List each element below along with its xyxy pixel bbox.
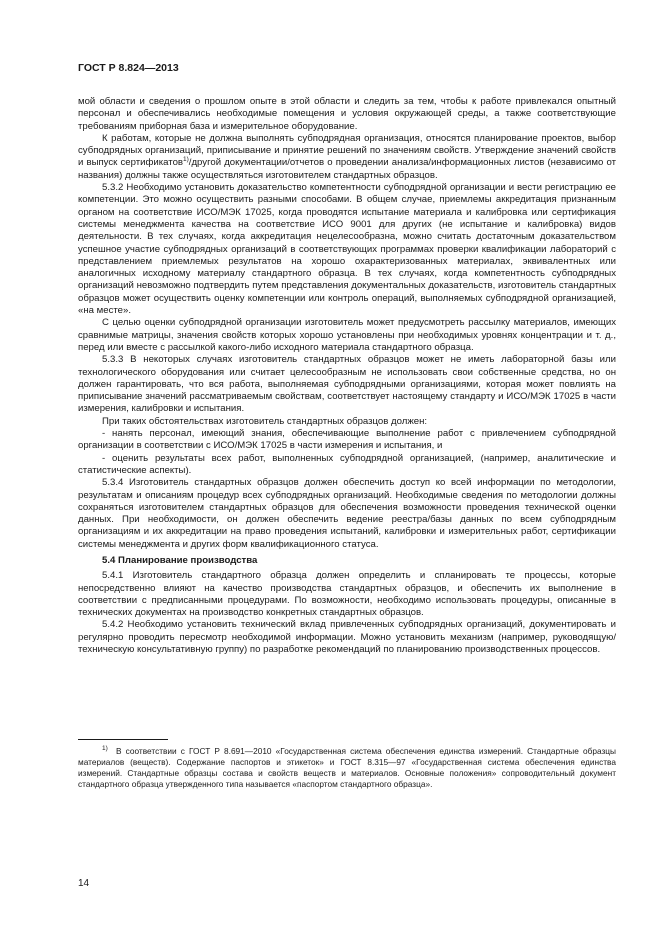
paragraph-obligations: При таких обстоятельствах изготовитель стандартных образцов должен: bbox=[102, 415, 428, 427]
paragraph-text: /другой документации/отчетов о проведении анализа/информационных листов (независимо от названия) должны также осуществляться изготовителем стандартных образцов. bbox=[78, 157, 616, 181]
main-text bbox=[78, 96, 616, 656]
paragraph-text: К работам, которые не должна выполнять субподрядная организация, относятся планирование проектов, выбор субподрядных организаций, приписывание и принятие решений по значениям свойств. Утверждение значений свойств и выпуск сертификатов bbox=[78, 132, 616, 169]
paragraph-continuation: мой области и сведения о прошлом опыте в этой области и следить за тем, чтобы к работе привлекался опытный персонал и обеспечивались необходимые помещения и условия окружающей среды, а также соответствующие требованиям приборная база и измерительное оборудование. bbox=[78, 96, 616, 132]
footnote-marker: 1) bbox=[102, 745, 108, 753]
footnote-reference: 1) bbox=[183, 156, 189, 164]
paragraph-5-3-2: 5.3.2 Необходимо установить доказательство компетентности субподрядной организации и вести регистрацию ее компетенции. Это можно осуществить разными способами. В общем случае, приемлемы аккредитация признанным органом на соответствие ИСО/МЭК 17025, когда проводятся испытание материала и калибровка или сертификация системы менеджмента качества на соответствие ИСО 9001 для других (не испытание и калибровка) видов деятельности. В тех случаях, когда аккредитация нецелесообразна, можно считать достаточным доказательством успешное участие субподрядных организаций в соответствующих программах проверки квалификации лабораторий с представлением приемлемых результатов на хорошо охарактеризованных материалах, эквивалентных или аналогичных исходному материалу стандартного образца. В тех случаях, когда компетентность субподрядных организаций невозможно подтвердить путем представления документальных доказательств, изготовитель стандартных образцов может осуществить оценку компетенции или контроль операций, выполняемых субподрядной организацией, «на месте». bbox=[78, 182, 616, 317]
paragraph-5-3-4: 5.3.4 Изготовитель стандартных образцов должен обеспечить доступ ко всей информации по методологии, результатам и описаниям процедур всех субподрядных организаций. Необходимые сведения по методологии должны сохраняться изготовителем стандартных образцов для обеспечения возможности проведения технической оценки данных. При необходимости, он должен обеспечить ведение реестра/базы данных по всем субподрядным организациям и их аккредитации на право проведения испытаний, калибровки и измерительных работ, сертификации системы менеджмента и других форм квалификационного статуса. bbox=[78, 477, 616, 550]
paragraph-assessment: С целью оценки субподрядной организации изготовитель может предусмотреть рассылку материалов, имеющих сравнимые матрицы, значения свойств которых хорошо установлены при необходимых уровнях концентрации и т. д., перед или вместе с рассылкой какого-либо исходного материала стандартного образца. bbox=[78, 317, 616, 353]
paragraph-5-3-3: 5.3.3 В некоторых случаях изготовитель стандартных образцов может не иметь лабораторной базы или технологического оборудования или считает целесообразным не использовать свои собственные средства, но он должен гарантировать, что вся работа, выполняемая субподрядными организациями, которая может повлиять на приписывание значений рассматриваемым свойствам, соответствует настоящему стандарту и ИСО/МЭК 17025 в части измерения, калибровки и испытания. bbox=[78, 354, 616, 415]
footnote-divider bbox=[78, 739, 168, 740]
footnote-text bbox=[78, 746, 616, 790]
section-heading-5-4: 5.4 Планирование производства bbox=[102, 554, 258, 566]
page-number: 14 bbox=[78, 878, 90, 889]
paragraph-subcontract-exclusions bbox=[78, 133, 616, 182]
document-header: ГОСТ Р 8.824—2013 bbox=[78, 62, 179, 74]
list-item: - оценить результаты всех работ, выполненных субподрядной организацией, (например, аналитические и статистические аспекты). bbox=[78, 452, 616, 476]
list-item: - нанять персонал, имеющий знания, обеспечивающие выполнение работ с привлечением субподрядной организации в соответствии с ИСО/МЭК 17025 в части измерения и испытания, и bbox=[78, 428, 616, 452]
footnote bbox=[78, 746, 616, 790]
footnote-body: В соответствии с ГОСТ Р 8.691—2010 «Государственная система обеспечения единства измерений. Стандартные образцы материалов (веществ). Содержание паспортов и этикеток» и ГОСТ 8.315—97 «Государственная система обеспечения единства измерений. Стандартные образцы состава и свойств веществ и материалов. Основные положения» сопроводительный документ стандартного образца утвержденного типа называется «паспортом стандартного образца». bbox=[78, 746, 616, 789]
paragraph-5-4-2: 5.4.2 Необходимо установить технический вклад привлеченных субподрядных организаций, документировать и регулярно проводить пересмотр необходимой информации. Можно установить механизм (например, руководящую/техническую консультативную группу) по разработке рекомендаций по планированию производственных процессов. bbox=[78, 619, 616, 656]
paragraph-5-4-1: 5.4.1 Изготовитель стандартного образца должен определить и спланировать те процессы, которые непосредственно влияют на качество производства стандартных образцов, и обеспечить их выполнение в соответствии с предписанными процедурами. По возможности, необходимо использовать процедуры, описанные в технических документах на производство конкретных стандартных образцов. bbox=[78, 570, 616, 619]
